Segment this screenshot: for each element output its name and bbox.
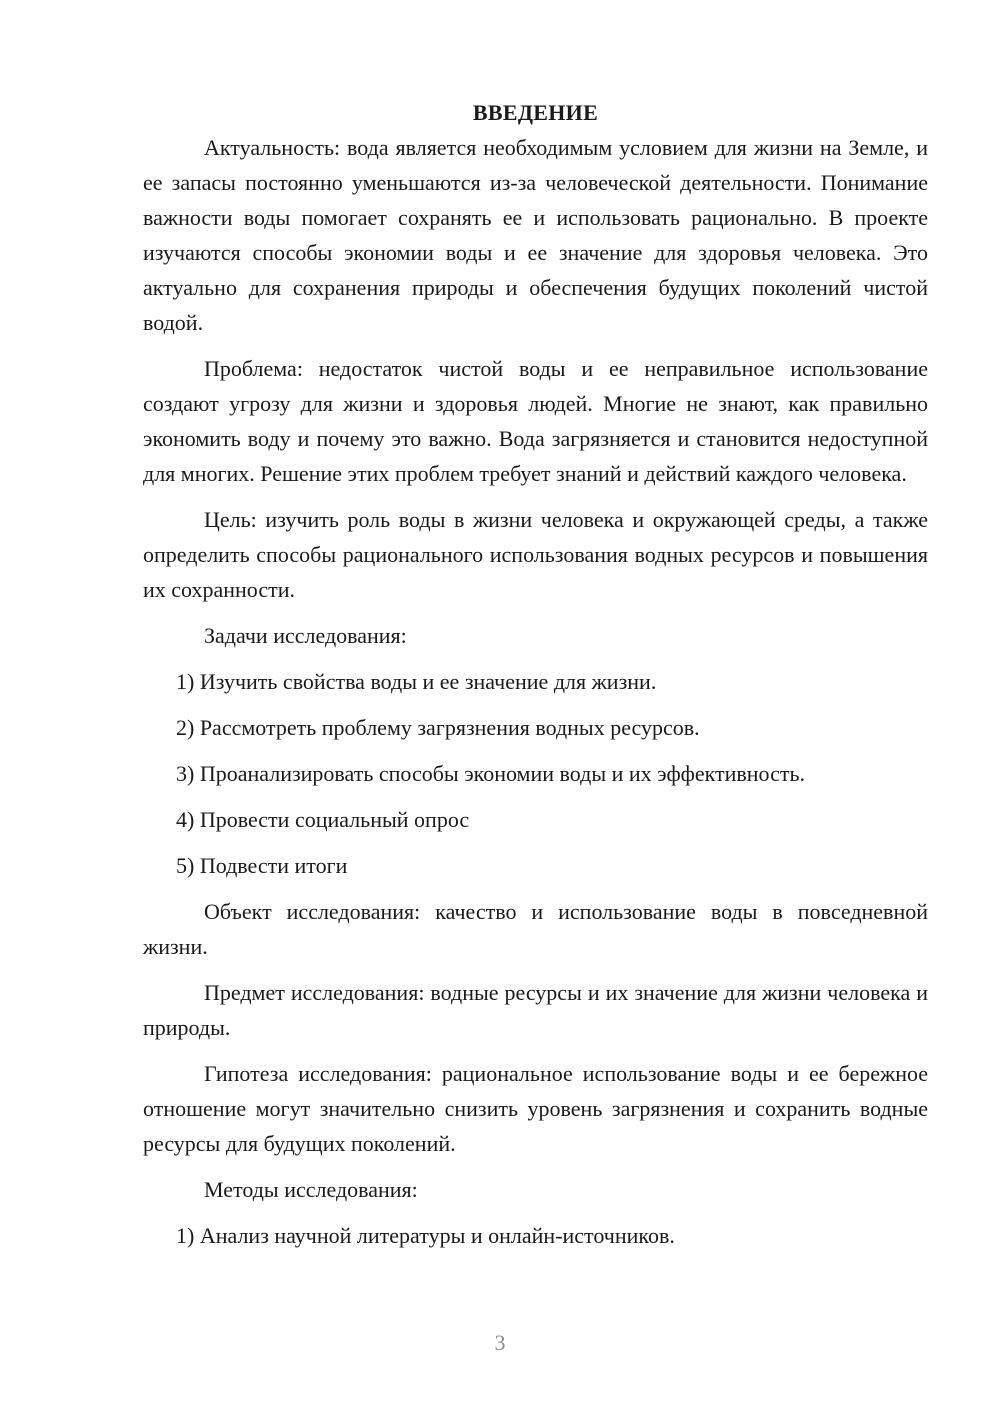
relevance-paragraph: Актуальность: вода является необходимым условием для жизни на Земле, и ее запасы постоянно уменьшаются из-за человеческой деятельности. Понимание важности воды помогает сохранять ее и использовать рационально. В проекте изучаются способы экономии воды и ее значение для здоровья человека. Это актуально для сохранения природы и обеспечения будущих поколений чистой водой.: [143, 135, 928, 335]
methods-list: [143, 1218, 928, 1253]
document-page: [143, 95, 928, 1264]
list-item: 4) Провести социальный опрос: [176, 807, 470, 832]
hypothesis-paragraph: Гипотеза исследования: рациональное использование воды и ее бережное отношение могут значительно снизить уровень загрязнения и сохранить водные ресурсы для будущих поколений.: [143, 1061, 928, 1156]
tasks-list: [143, 664, 928, 883]
list-item: 5) Подвести итоги: [176, 853, 348, 878]
list-item: 1) Изучить свойства воды и ее значение для жизни.: [176, 669, 657, 694]
list-item: 2) Рассмотреть проблему загрязнения водных ресурсов.: [176, 715, 700, 740]
goal-paragraph: Цель: изучить роль воды в жизни человека и окружающей среды, а также определить способы рационального использования водных ресурсов и повышения их сохранности.: [143, 507, 928, 602]
tasks-heading: Задачи исследования:: [204, 623, 407, 648]
methods-heading: Методы исследования:: [204, 1177, 418, 1202]
list-item: 3) Проанализировать способы экономии воды и их эффективность.: [176, 761, 806, 786]
object-paragraph: Объект исследования: качество и использование воды в повседневной жизни.: [143, 899, 928, 959]
page-title: ВВЕДЕНИЕ: [472, 100, 599, 125]
list-item: 1) Анализ научной литературы и онлайн-источников.: [176, 1223, 675, 1248]
page-number: 3: [494, 1330, 506, 1355]
subject-paragraph: Предмет исследования: водные ресурсы и их значение для жизни человека и природы.: [143, 980, 928, 1040]
problem-paragraph: Проблема: недостаток чистой воды и ее неправильное использование создают угрозу для жизни и здоровья людей. Многие не знают, как правильно экономить воду и почему это важно. Вода загрязняется и становится недоступной для многих. Решение этих проблем требует знаний и действий каждого человека.: [143, 356, 928, 486]
